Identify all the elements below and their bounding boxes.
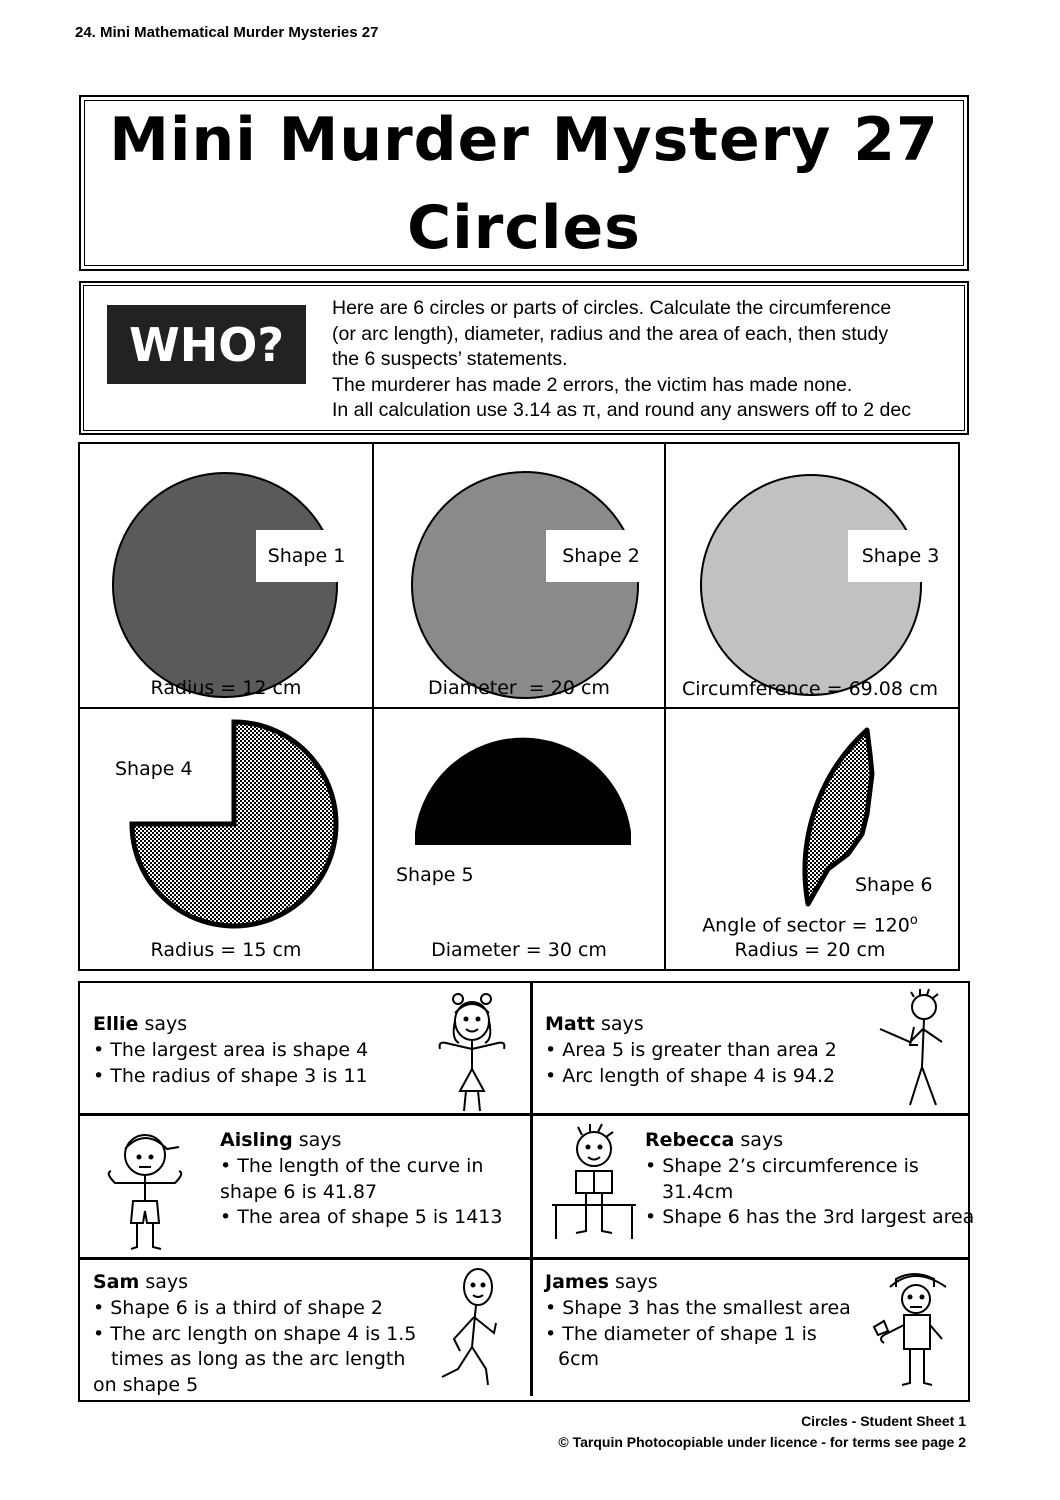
shapes-drawing (80, 444, 954, 965)
says-word: says (298, 1129, 342, 1151)
instructions-text (332, 296, 957, 424)
suspect-james-statement (545, 1270, 851, 1373)
suspect-matt-statement (545, 1012, 837, 1089)
shape-2-label: Shape 2 (546, 530, 656, 582)
shape-3-label: Shape 3 (848, 530, 953, 582)
statement-line: • Arc length of shape 4 is 94.2 (545, 1064, 836, 1087)
sam-figure (432, 1265, 512, 1395)
ellie-figure (432, 991, 512, 1113)
table-divider (530, 983, 533, 1396)
shape-6-angle-text: Angle of sector = 120 (702, 914, 910, 937)
suspect-name: Rebecca (645, 1129, 735, 1151)
shape-3-circle (701, 475, 921, 695)
statement-line: • The arc length on shape 4 is 1.5 (93, 1322, 417, 1345)
page-title: Mini Murder Mystery 27 (109, 105, 939, 175)
statement-line: • Area 5 is greater than area 2 (545, 1038, 837, 1061)
suspect-name: Aisling (220, 1129, 293, 1151)
suspect-name: James (545, 1271, 609, 1293)
table-divider (80, 1113, 968, 1116)
instruction-line: the 6 suspects’ statements. (332, 348, 568, 371)
shape-1-label: Shape 1 (256, 530, 357, 582)
suspect-ellie-statement (93, 1012, 368, 1089)
says-word: says (614, 1271, 658, 1293)
says-word: says (740, 1129, 784, 1151)
statement-line: • The diameter of shape 1 is (545, 1322, 817, 1345)
shape-5-caption: Diameter = 30 cm (431, 939, 607, 961)
footer-sheet-title: Circles - Student Sheet 1 (801, 1413, 966, 1429)
statement-line: shape 6 is 41.87 (220, 1180, 378, 1203)
instruction-line: Here are 6 circles or parts of circles. Calculate the circumference (332, 297, 892, 319)
statement-line: • The largest area is shape 4 (93, 1038, 369, 1061)
suspect-sam-statement (93, 1270, 416, 1399)
statement-line: • Shape 2’s circumference is (645, 1154, 919, 1177)
suspects-table (78, 981, 975, 1402)
suspect-rebecca-statement (645, 1128, 974, 1231)
aisling-figure (95, 1123, 195, 1253)
who-label: WHO? (107, 305, 306, 384)
suspect-name: Sam (93, 1271, 140, 1293)
title-box (79, 95, 969, 271)
shape-4-caption: Radius = 15 cm (150, 939, 302, 961)
suspect-name: Matt (545, 1013, 595, 1035)
shape-6-label: Shape 6 (855, 874, 933, 896)
shape-1-caption: Radius = 12 cm (150, 677, 302, 699)
rebecca-figure (546, 1121, 642, 1253)
statement-line: 6cm (558, 1348, 600, 1371)
statement-line: on shape 5 (93, 1374, 199, 1397)
statement-line: 31.4cm (662, 1180, 734, 1203)
shape-5-label: Shape 5 (396, 864, 474, 886)
shapes-grid (78, 442, 960, 971)
matt-figure (870, 987, 960, 1112)
instruction-line: In all calculation use 3.14 as π, and round any answers off to 2 dec (332, 399, 911, 422)
page-subtitle: Circles (407, 193, 641, 263)
statement-line: • Shape 3 has the smallest area (545, 1296, 851, 1319)
statement-line: • The area of shape 5 is 1413 (220, 1206, 503, 1229)
shape-2-circle (412, 472, 638, 698)
suspect-aisling-statement (220, 1128, 502, 1231)
shape-4-sector (132, 722, 336, 926)
shape-1-circle (113, 473, 337, 697)
statement-line: • The radius of shape 3 is 11 (93, 1064, 368, 1087)
page-reference: 24. Mini Mathematical Murder Mysteries 27 (75, 24, 379, 41)
shape-6-caption-radius: Radius = 20 cm (734, 939, 886, 961)
statement-line: • The length of the curve in (220, 1154, 484, 1177)
degree-symbol: o (909, 913, 918, 928)
instruction-line: (or arc length), diameter, radius and the area of each, then study (332, 322, 889, 345)
instruction-line: The murderer has made 2 errors, the victim has made none. (332, 373, 853, 396)
says-word: says (600, 1013, 644, 1035)
says-word: says (145, 1271, 189, 1293)
statement-line: times as long as the arc length (111, 1348, 406, 1371)
statement-line: • Shape 6 has the 3rd largest area (645, 1206, 975, 1229)
shape-6-caption-angle (666, 913, 954, 936)
footer-copyright: © Tarquin Photocopiable under licence - for terms see page 2 (558, 1434, 966, 1450)
suspect-name: Ellie (93, 1013, 139, 1035)
shape-4-label: Shape 4 (115, 758, 193, 780)
james-figure (870, 1265, 962, 1395)
statement-line: • Shape 6 is a third of shape 2 (93, 1296, 383, 1319)
shape-2-caption: Diameter = 20 cm (428, 677, 610, 699)
shape-5-semicircle (416, 739, 630, 844)
table-divider (80, 1257, 968, 1260)
says-word: says (144, 1013, 188, 1035)
shape-3-caption: Circumference = 69.08 cm (682, 678, 938, 700)
